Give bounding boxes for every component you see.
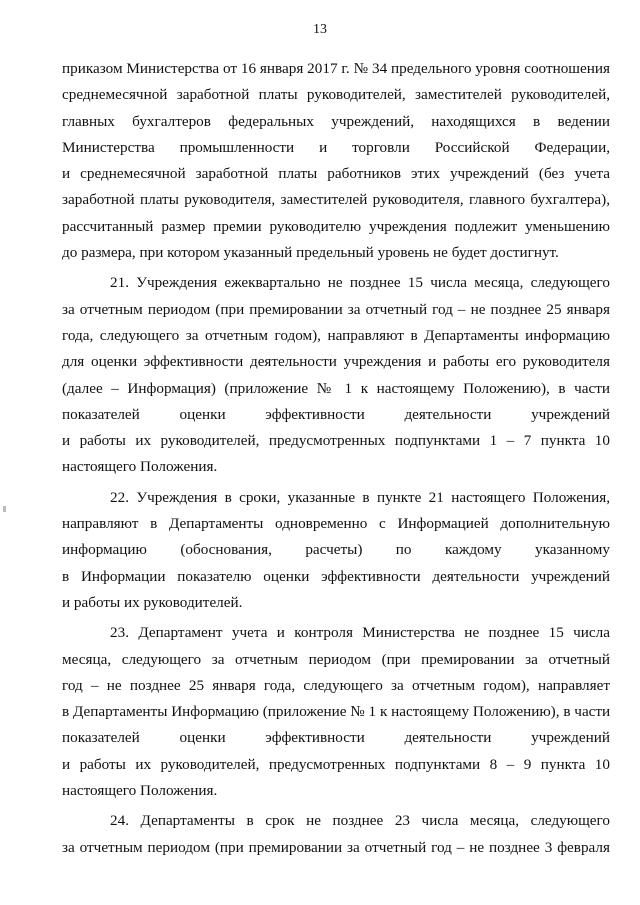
text-line: информацию (обоснования, расчеты) по каждому указанному [62, 541, 610, 559]
page-number: 13 [313, 22, 327, 37]
text-line: до размера, при котором указанный предельный уровень не будет достигнут. [62, 244, 559, 262]
text-line: в Департаменты Информацию (приложение № 1 к настоящему Положению), в части [62, 703, 610, 721]
text-line: 23. Департамент учета и контроля Министерства не позднее 15 числа [110, 624, 610, 642]
text-line: 22. Учреждения в сроки, указанные в пункте 21 настоящего Положения, [110, 488, 610, 506]
document-body [62, 56, 610, 861]
text-line: направляют в Департаменты одновременно с Информацией дополнительную [62, 515, 610, 533]
scan-margin-mark [3, 506, 6, 512]
text-line: 24. Департаменты в срок не позднее 23 числа месяца, следующего [110, 812, 610, 830]
text-line: Министерства промышленности и торговли Российской Федерации, [62, 138, 610, 156]
text-line: настоящего Положения. [62, 782, 218, 800]
text-line: показателей оценки эффективности деятельности учреждений [62, 729, 610, 747]
text-line: для оценки эффективности деятельности учреждения и работы его руководителя [62, 353, 610, 371]
text-line: главных бухгалтеров федеральных учреждений, находящихся в ведении [62, 112, 610, 130]
text-line: настоящего Положения. [62, 458, 218, 476]
text-line: за отчетным периодом (при премировании за отчетный год – не позднее 3 февраля [62, 838, 610, 856]
text-line: за отчетным периодом (при премировании за отчетный год – не позднее 25 января [62, 300, 610, 318]
text-line: приказом Министерства от 16 января 2017 г. № 34 предельного уровня соотношения [62, 60, 610, 77]
text-line: и среднемесячной заработной платы работников этих учреждений (без учета [62, 165, 610, 183]
text-line: года, следующего за отчетным годом), направляют в Департаменты информацию [62, 326, 610, 344]
text-line: и работы их руководителей, предусмотренных подпунктами 1 – 7 пункта 10 [62, 432, 610, 450]
text-line: месяца, следующего за отчетным периодом (при премировании за отчетный [62, 650, 610, 668]
text-line: (далее – Информация) (приложение № 1 к настоящему Положению), в части [62, 379, 610, 397]
text-line: в Информации показателю оценки эффективности деятельности учреждений [62, 567, 610, 585]
text-line: год – не позднее 25 января года, следующего за отчетным годом), направляет [62, 676, 610, 694]
text-line: показателей оценки эффективности деятельности учреждений [62, 405, 610, 423]
text-line: среднемесячной заработной платы руководителей, заместителей руководителей, [62, 86, 610, 104]
text-line: и работы их руководителей. [62, 593, 243, 611]
text-line: рассчитанный размер премии руководителю учреждения подлежит уменьшению [62, 217, 610, 235]
text-line: и работы их руководителей, предусмотренных подпунктами 8 – 9 пункта 10 [62, 755, 610, 773]
text-line: 21. Учреждения ежеквартально не позднее 15 числа месяца, следующего [110, 274, 610, 292]
text-line: заработной платы руководителя, заместителей руководителя, главного бухгалтера), [62, 191, 610, 209]
